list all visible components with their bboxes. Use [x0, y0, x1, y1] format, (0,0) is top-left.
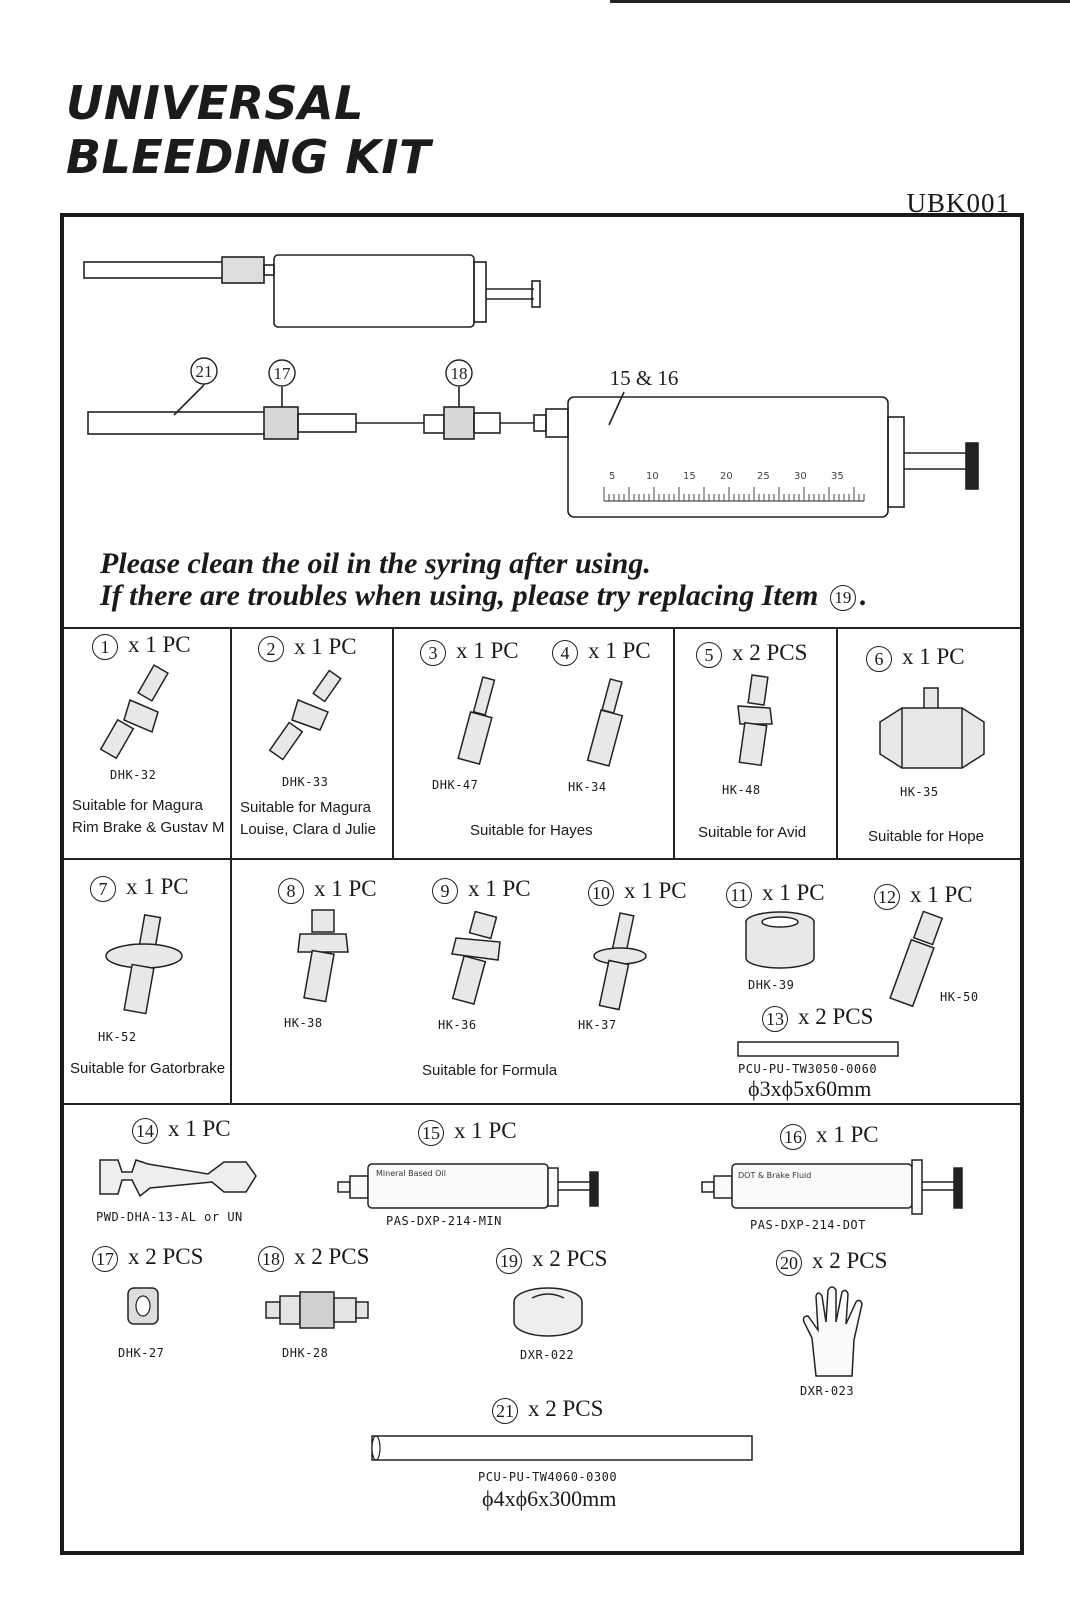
scale-label: 5: [609, 471, 616, 482]
part-13-code: PCU-PU-TW3050-0060: [738, 1062, 878, 1076]
seal-icon: [508, 1282, 588, 1342]
row-divider-1: [64, 627, 1020, 629]
notice-line-2-end: .: [859, 579, 868, 612]
top-syringe-nozzle: [264, 265, 274, 275]
fitting-icon: [290, 906, 360, 1006]
part-2-code: DHK-33: [282, 775, 329, 789]
part-17-code: DHK-27: [118, 1346, 165, 1360]
part-8-qty: 8 x 1 PC: [278, 876, 377, 904]
callout-17: 17: [273, 364, 291, 383]
suitability-gatorbrake: Suitable for Gatorbrake: [70, 1060, 226, 1077]
fitting-icon: [722, 672, 792, 772]
nut-icon: [740, 910, 820, 974]
scale-label: 10: [646, 471, 659, 482]
part-19-qty: 19 x 2 PCS: [496, 1246, 607, 1274]
part-18-qty: 18 x 2 PCS: [258, 1244, 369, 1272]
scale-label: 20: [720, 471, 733, 482]
part-3-qty: 3 x 1 PC: [420, 638, 519, 666]
notice-item-ref: 19: [830, 585, 856, 611]
scale-label: 15: [683, 471, 696, 482]
main-syringe-flange: [888, 417, 904, 507]
top-syringe-flange: [474, 262, 486, 322]
notice-line-2-text: If there are troubles when using, please try replacing Item: [100, 579, 819, 612]
scale-label: 25: [757, 471, 770, 482]
reservoir-cap-icon: [872, 686, 992, 776]
part-17-qty: 17 x 2 PCS: [92, 1244, 203, 1272]
col-divider: [836, 627, 838, 858]
row-divider-2: [64, 858, 1020, 860]
title-line-2: BLEEDING KIT: [66, 130, 431, 184]
part-9-qty: 9 x 1 PC: [432, 876, 531, 904]
part-20-qty: 20 x 2 PCS: [776, 1248, 887, 1276]
notice-line-2: [100, 580, 867, 612]
part-13-qty: 13 x 2 PCS: [762, 1004, 873, 1032]
part-21-qty: 21 x 2 PCS: [492, 1396, 603, 1424]
part-21-code: PCU-PU-TW4060-0300: [478, 1470, 618, 1484]
part-2-qty: 2 x 1 PC: [258, 634, 357, 662]
callout-21: 21: [195, 362, 213, 381]
callout-18: 18: [450, 364, 468, 383]
wrench-icon: [96, 1150, 260, 1202]
suitability-magura-louise: Suitable for Magura Louise, Clara d Julie: [240, 799, 376, 838]
syringe-icon: [336, 1158, 606, 1218]
part-11-qty: 11 x 1 PC: [726, 880, 825, 908]
part-12-code: HK-50: [940, 990, 979, 1004]
part-19-code: DXR-022: [520, 1348, 575, 1362]
glove-icon: [798, 1282, 874, 1382]
row-divider-3: [64, 1103, 1020, 1105]
syringe-15-label: Mineral Based Oil: [376, 1169, 446, 1178]
adapter-icon: [98, 912, 188, 1022]
top-connector: [222, 257, 264, 283]
fitting-icon: [444, 910, 514, 1010]
connector-17: [264, 407, 298, 439]
part-8-code: HK-38: [284, 1016, 323, 1030]
notice-line-1: Please clean the oil in the syring after using.: [100, 547, 651, 580]
model-code: UBK001: [906, 188, 1010, 218]
top-syringe-barrel: [274, 255, 474, 327]
part-6-qty: 6 x 1 PC: [866, 644, 965, 672]
part-15-qty: 15 x 1 PC: [418, 1118, 517, 1146]
fitting-18: [424, 415, 444, 433]
part-3-code: DHK-47: [432, 778, 479, 792]
part-4-code: HK-34: [568, 780, 607, 794]
col-divider: [392, 627, 394, 858]
quick-fitting-icon: [264, 1290, 374, 1330]
part-4-qty: 4 x 1 PC: [552, 638, 651, 666]
part-10-qty: 10 x 1 PC: [588, 878, 687, 906]
usage-notice: [100, 548, 867, 612]
syringe-icon: [700, 1158, 970, 1218]
top-syringe-plunger: [532, 281, 540, 307]
part-18-code: DHK-28: [282, 1346, 329, 1360]
part-21-dimensions: ϕ4xϕ6x300mm: [482, 1486, 617, 1511]
part-7-code: HK-52: [98, 1030, 137, 1044]
long-tube-icon: [370, 1432, 756, 1466]
part-13-dimensions: ϕ3xϕ5x60mm: [748, 1076, 872, 1101]
top-rule: [610, 0, 1070, 3]
part-12-qty: 12 x 1 PC: [874, 882, 973, 910]
suitability-hayes: Suitable for Hayes: [470, 822, 593, 839]
callout-15-16: 15 & 16: [609, 366, 679, 390]
top-tube: [84, 262, 224, 278]
part-20-code: DXR-023: [800, 1384, 855, 1398]
adapter-icon: [270, 668, 360, 768]
syringe-16-label: DOT & Brake Fluid: [738, 1171, 812, 1180]
part-1-qty: 1 x 1 PC: [92, 632, 191, 660]
title-line-1: UNIVERSAL: [66, 76, 364, 130]
part-1-code: DHK-32: [110, 768, 157, 782]
part-5-qty: 5 x 2 PCS: [696, 640, 807, 668]
part-7-qty: 7 x 1 PC: [90, 874, 189, 902]
col-divider: [673, 627, 675, 858]
hose-barb-icon: [576, 676, 636, 776]
part-6-code: HK-35: [900, 785, 939, 799]
part-14-qty: 14 x 1 PC: [132, 1116, 231, 1144]
part-9-code: HK-36: [438, 1018, 477, 1032]
part-14-code: PWD-DHA-13-AL or UN: [96, 1210, 243, 1224]
assembly-diagram: [64, 217, 1020, 557]
part-5-code: HK-48: [722, 783, 761, 797]
suitability-hope: Suitable for Hope: [868, 828, 984, 845]
scale-label: 35: [831, 471, 844, 482]
part-11-code: DHK-39: [748, 978, 795, 992]
suitability-magura-rim: Suitable for Magura Rim Brake & Gustav M: [72, 797, 225, 836]
col-divider: [230, 858, 232, 1103]
adapter-icon: [100, 662, 190, 762]
part-10-code: HK-37: [578, 1018, 617, 1032]
col-divider: [230, 627, 232, 858]
connector-icon: [124, 1284, 164, 1328]
part-15-code: PAS-DXP-214-MIN: [386, 1214, 502, 1228]
suitability-formula: Suitable for Formula: [422, 1062, 558, 1079]
hose-barb-icon: [446, 674, 506, 774]
page-title: [66, 76, 431, 184]
short-tube-icon: [736, 1040, 902, 1058]
tube-21: [88, 412, 268, 434]
suitability-avid: Suitable for Avid: [698, 824, 807, 841]
main-syringe-plunger: [966, 443, 978, 489]
part-16-code: PAS-DXP-214-DOT: [750, 1218, 866, 1232]
part-16-qty: 16 x 1 PC: [780, 1122, 879, 1150]
scale-label: 30: [794, 471, 807, 482]
main-syringe-barrel: [568, 397, 888, 517]
bleed-port-icon: [586, 912, 656, 1016]
